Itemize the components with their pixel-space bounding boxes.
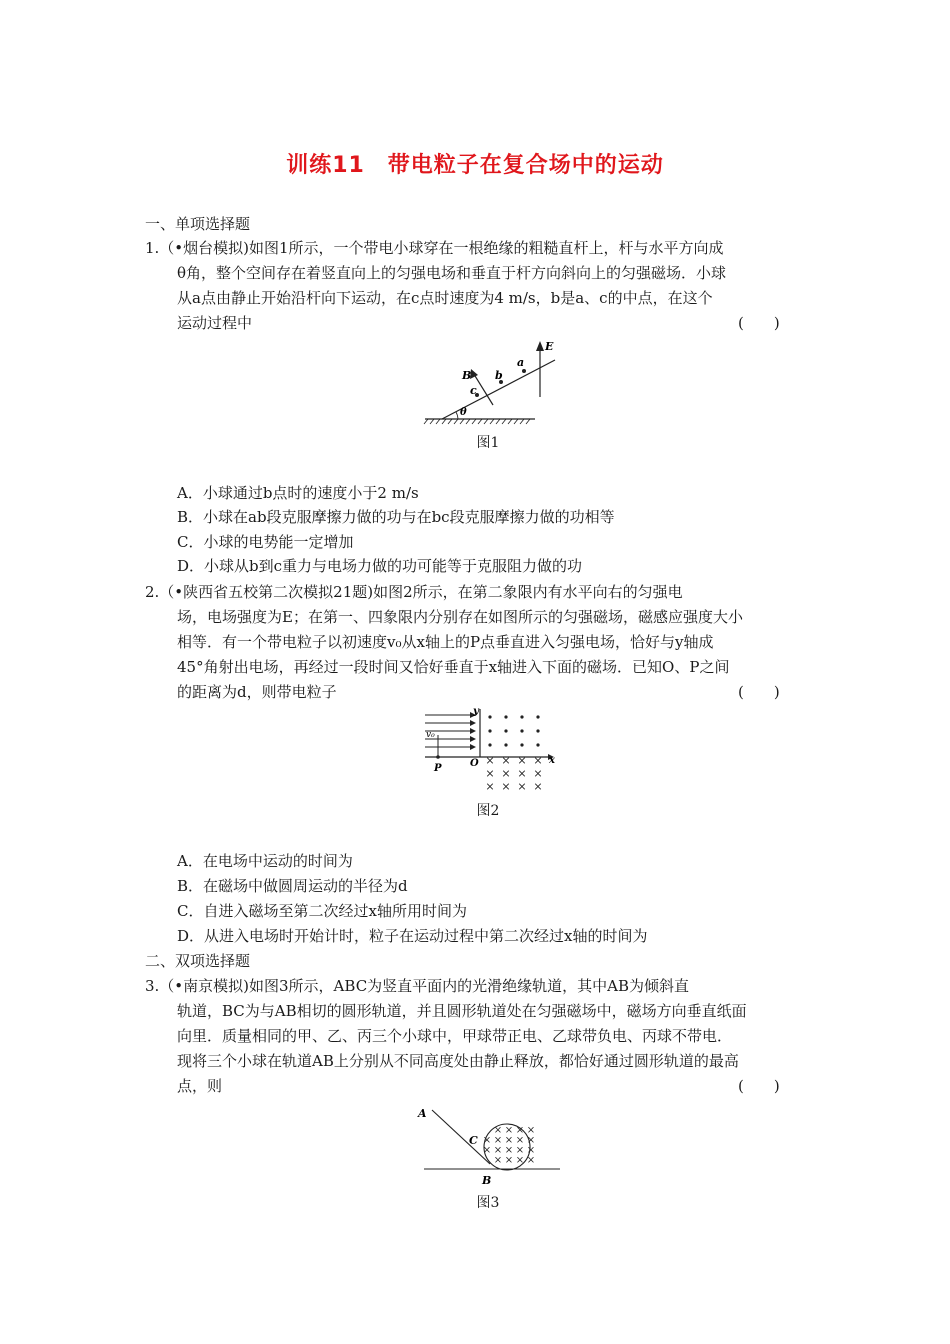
q3-answer-paren: ( ) xyxy=(738,1077,780,1095)
figure-3-caption: 图3 xyxy=(476,1195,500,1211)
fig1-label-c: c xyxy=(470,384,477,397)
svg-text:×: × xyxy=(526,1145,536,1156)
q3-line-2: 轨道，BC为与AB相切的圆形轨道，并且圆形轨道处在匀强磁场中，磁场方向垂直纸面 xyxy=(177,1002,747,1020)
q1-answer-paren: ( ) xyxy=(738,314,780,332)
fig1-label-a: a xyxy=(517,356,525,369)
svg-text:×: × xyxy=(515,1125,525,1136)
svg-text:×: × xyxy=(501,767,511,780)
q2-option-a: A．在电场中运动的时间为 xyxy=(177,852,353,870)
svg-text:×: × xyxy=(482,1135,492,1146)
svg-text:×: × xyxy=(504,1155,514,1166)
fig1-label-b: b xyxy=(495,369,503,382)
section-heading-double: 二、双项选择题 xyxy=(145,952,251,970)
figure-1 xyxy=(420,335,560,430)
section-heading-single: 一、单项选择题 xyxy=(145,215,251,233)
svg-text:×: × xyxy=(526,1155,536,1166)
svg-text:×: × xyxy=(504,1145,514,1156)
svg-text:×: × xyxy=(493,1155,503,1166)
q2-line-3: 相等．有一个带电粒子以初速度v₀从x轴上的P点垂直进入匀强电场，恰好与y轴成 xyxy=(177,633,714,651)
q1-option-b: B．小球在ab段克服摩擦力做的功与在bc段克服摩擦力做的功相等 xyxy=(177,508,615,526)
svg-text:×: × xyxy=(517,767,527,780)
svg-text:×: × xyxy=(533,767,543,780)
figure-2-caption: 图2 xyxy=(476,803,500,819)
q2-line-4: 45°角射出电场，再经过一段时间又恰好垂直于x轴进入下面的磁场．已知O、P之间 xyxy=(177,658,730,676)
q1-line-4: 运动过程中 xyxy=(177,314,253,332)
q2-answer-paren: ( ) xyxy=(738,683,780,701)
fig3-label-a: A xyxy=(418,1107,427,1120)
figure-2 xyxy=(420,705,560,800)
q1-option-c: C．小球的电势能一定增加 xyxy=(177,533,354,551)
svg-text:×: × xyxy=(526,1125,536,1136)
q1-line-2: θ角，整个空间存在着竖直向上的匀强电场和垂直于杆方向斜向上的匀强磁场．小球 xyxy=(177,264,727,282)
figure-1-caption: 图1 xyxy=(476,435,500,451)
svg-text:×: × xyxy=(504,1125,514,1136)
fig2-label-y: y xyxy=(473,706,479,717)
q2-line-1: 2.（•陕西省五校第二次模拟21题)如图2所示，在第二象限内有水平向右的匀强电 xyxy=(145,583,683,601)
fig1-label-E: E xyxy=(545,340,554,353)
q2-line-5: 的距离为d，则带电粒子 xyxy=(177,683,337,701)
q2-option-b: B．在磁场中做圆周运动的半径为d xyxy=(177,877,408,895)
q1-line-1: 1.（•烟台模拟)如图1所示，一个带电小球穿在一根绝缘的粗糙直杆上，杆与水平方向成 xyxy=(145,239,724,257)
svg-text:×: × xyxy=(493,1135,503,1146)
q2-option-c: C．自进入磁场至第二次经过x轴所用时间为 xyxy=(177,902,467,920)
q1-line-3: 从a点由静止开始沿杆向下运动，在c点时速度为4 m/s，b是a、c的中点，在这个 xyxy=(177,289,713,307)
fig2-label-v0: v₀ xyxy=(426,730,435,740)
svg-text:×: × xyxy=(485,767,495,780)
svg-text:×: × xyxy=(501,754,511,767)
fig2-label-p: P xyxy=(434,763,442,774)
fig3-label-c: C xyxy=(469,1134,478,1147)
fig2-label-x: x xyxy=(549,755,555,766)
svg-text:×: × xyxy=(515,1145,525,1156)
fig2-label-o: O xyxy=(470,758,479,769)
fig1-label-theta: θ xyxy=(460,407,467,418)
svg-text:×: × xyxy=(485,780,495,793)
page-title: 训练11 带电粒子在复合场中的运动 xyxy=(286,153,664,178)
svg-text:×: × xyxy=(533,754,543,767)
q2-option-d: D．从进入电场时开始计时，粒子在运动过程中第二次经过x轴的时间为 xyxy=(177,927,648,945)
svg-text:×: × xyxy=(485,754,495,767)
q3-line-1: 3.（•南京模拟)如图3所示，ABC为竖直平面内的光滑绝缘轨道，其中AB为倾斜直 xyxy=(145,977,690,995)
figure-3 xyxy=(410,1100,570,1190)
q3-line-3: 向里．质量相同的甲、乙、丙三个小球中，甲球带正电、乙球带负电、丙球不带电． xyxy=(177,1027,733,1045)
q2-line-2: 场，电场强度为E；在第一、四象限内分别存在如图所示的匀强磁场，磁感应强度大小 xyxy=(177,608,743,626)
q1-option-a: A．小球通过b点时的速度小于2 m/s xyxy=(177,484,419,502)
svg-text:×: × xyxy=(526,1135,536,1146)
svg-text:×: × xyxy=(504,1135,514,1146)
svg-text:×: × xyxy=(517,754,527,767)
q3-line-4: 现将三个小球在轨道AB上分别从不同高度处由静止释放，都恰好通过圆形轨道的最高 xyxy=(177,1052,739,1070)
svg-text:×: × xyxy=(493,1125,503,1136)
fig3-label-b: B xyxy=(482,1174,492,1187)
svg-text:×: × xyxy=(482,1145,492,1156)
q3-line-5: 点，则 xyxy=(177,1077,223,1095)
svg-text:×: × xyxy=(517,780,527,793)
svg-text:×: × xyxy=(493,1145,503,1156)
svg-text:×: × xyxy=(501,780,511,793)
fig1-label-B: B xyxy=(462,369,472,382)
svg-text:×: × xyxy=(515,1155,525,1166)
q1-option-d: D．小球从b到c重力与电场力做的功可能等于克服阻力做的功 xyxy=(177,557,583,575)
svg-text:×: × xyxy=(533,780,543,793)
svg-text:×: × xyxy=(515,1135,525,1146)
